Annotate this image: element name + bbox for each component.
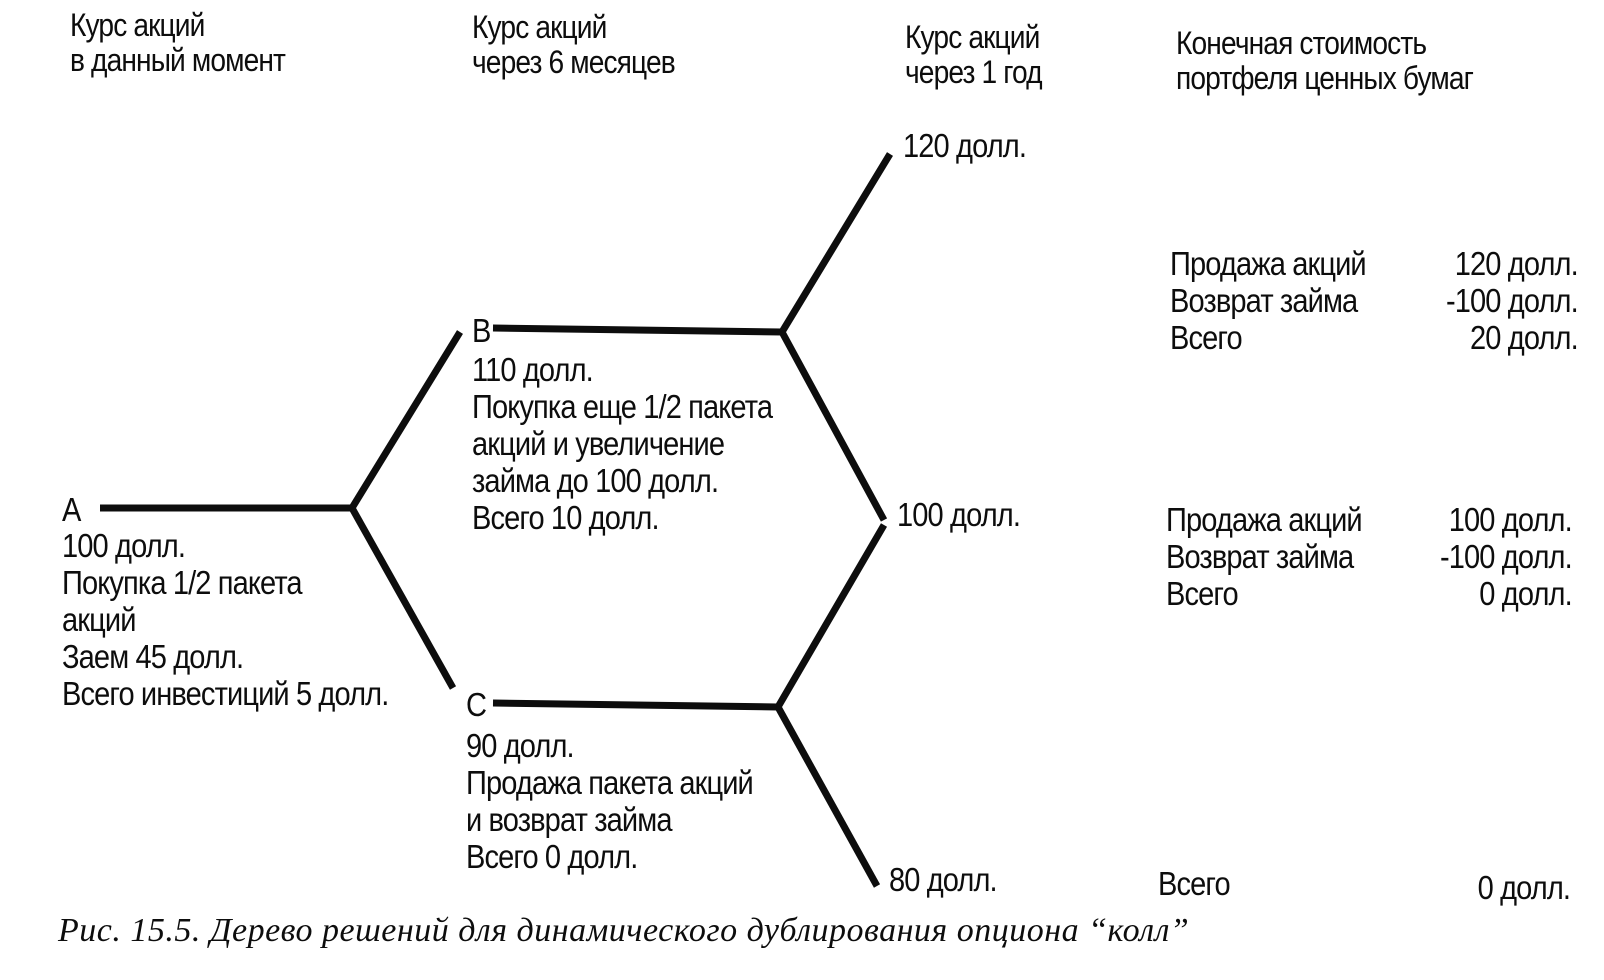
outcome-low-price: 80 долл.: [889, 861, 997, 898]
header-now: Курс акций в данный момент: [70, 7, 286, 78]
header-final-value: Конечная стоимость портфеля ценных бумаг: [1176, 25, 1474, 96]
header-one-year: Курс акций через 1 год: [905, 19, 1042, 90]
branch-a-to-b: [352, 332, 460, 508]
branch-c-to-100: [778, 525, 884, 707]
header-six-months: Курс акций через 6 месяцев: [472, 9, 675, 80]
node-b-description: 110 долл. Покупка еще 1/2 пакета акций и увеличение займа до 100 долл. Всего 10 долл.: [472, 351, 773, 536]
node-a-letter: A: [62, 491, 81, 528]
outcome-mid-price: 100 долл.: [897, 496, 1021, 533]
final-mid-values: 100 долл. -100 долл. 0 долл.: [1440, 501, 1572, 612]
final-high-values: 120 долл. -100 долл. 20 долл.: [1446, 245, 1578, 356]
branch-c-stem: [493, 703, 778, 707]
final-mid-labels: Продажа акций Возврат займа Всего: [1166, 501, 1362, 612]
branch-b-to-100: [782, 332, 884, 520]
branch-b-stem: [493, 328, 782, 332]
final-low-label: Всего: [1158, 865, 1230, 902]
node-a-description: 100 долл. Покупка 1/2 пакета акций Заем 45 долл. Всего инвестиций 5 долл.: [62, 527, 389, 712]
node-c-letter: C: [466, 686, 487, 723]
figure-caption: Рис. 15.5. Дерево решений для динамического дублирования опциона “колл”: [58, 912, 1190, 949]
final-high-labels: Продажа акций Возврат займа Всего: [1170, 245, 1366, 356]
branch-b-to-120: [782, 154, 890, 332]
node-c-description: 90 долл. Продажа пакета акций и возврат займа Всего 0 долл.: [466, 727, 753, 875]
outcome-high-price: 120 долл.: [903, 127, 1027, 164]
final-low-value: 0 долл.: [1477, 869, 1570, 906]
branch-c-to-80: [778, 707, 877, 886]
node-b-letter: B: [472, 312, 491, 349]
